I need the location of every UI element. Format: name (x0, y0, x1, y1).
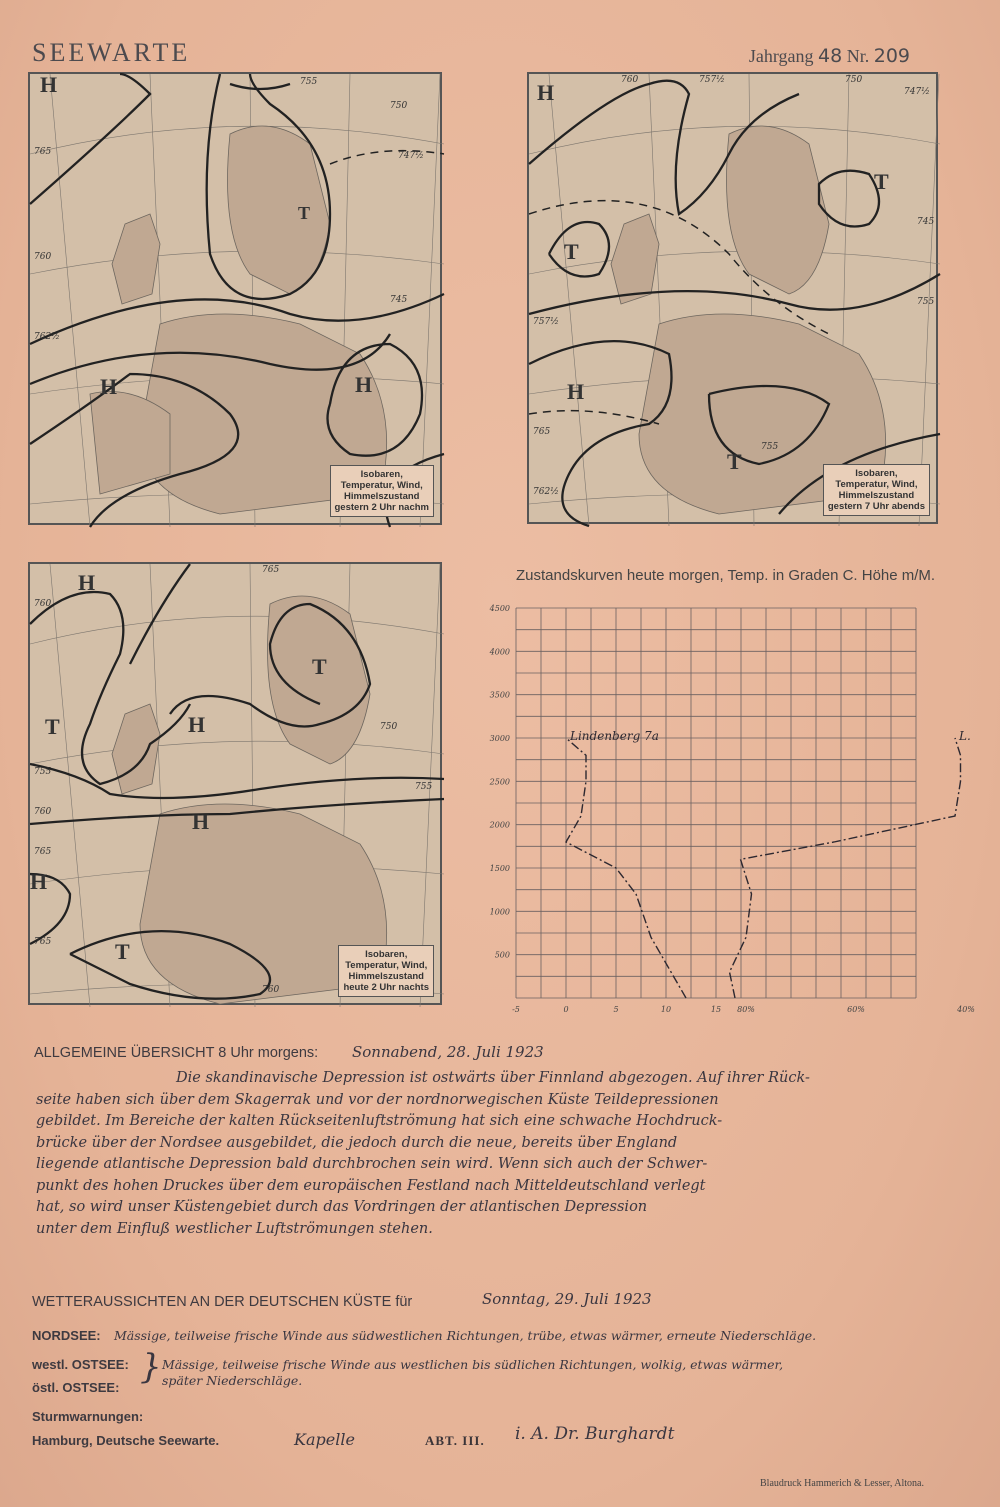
page-title: SEEWARTE (32, 38, 191, 67)
ostsee-text-2: später Niederschläge. (162, 1373, 303, 1388)
svg-text:755: 755 (300, 77, 318, 87)
map-1-drawing (30, 74, 444, 527)
nordsee-text: Mässige, teilweise frische Winde aus südwestlichen Richtungen, trübe, etwas wärmer, erneute Niederschläge. (114, 1328, 817, 1343)
weather-map-2 (527, 72, 938, 524)
map-3-caption: Isobaren, Temperatur, Wind, Himmelszustand heute 2 Uhr nachts (338, 945, 434, 997)
svg-text:T: T (564, 239, 579, 264)
ostsee-text-1: Mässige, teilweise frische Winde aus westlichen bis südlichen Richtungen, wolkig, etwas wärmer, (162, 1357, 784, 1372)
footer-institution: Hamburg, Deutsche Seewarte. (32, 1433, 220, 1448)
svg-text:755: 755 (415, 782, 433, 792)
svg-text:H: H (30, 869, 48, 894)
svg-text:T: T (312, 654, 327, 679)
map-3-drawing (30, 564, 444, 1007)
state-curves-chart (480, 590, 975, 1020)
y-tick-label: 4500 (489, 604, 510, 613)
x-tick-label: -5 (512, 1005, 520, 1014)
svg-text:765: 765 (34, 847, 52, 857)
map-1-caption: Isobaren, Temperatur, Wind, Himmelszustand gestern 2 Uhr nachm (330, 465, 435, 517)
weather-map-1 (28, 72, 442, 525)
svg-text:760: 760 (262, 985, 280, 995)
ostsee-brace: } (140, 1347, 162, 1387)
weather-map-3 (28, 562, 442, 1005)
svg-text:747½: 747½ (904, 87, 930, 97)
signature-2: i. A. Dr. Burghardt (515, 1424, 675, 1444)
svg-text:745: 745 (390, 295, 408, 305)
series-label-1: Lindenberg 7a (570, 729, 659, 743)
svg-text:H: H (355, 372, 373, 397)
y-tick-label: 4000 (489, 647, 510, 657)
overview-date: Sonnabend, 28. Juli 1923 (352, 1043, 544, 1061)
svg-text:757½: 757½ (533, 317, 559, 327)
y-tick-label: 1500 (489, 864, 510, 873)
svg-text:755: 755 (761, 442, 779, 452)
series-label-2: L. (959, 729, 971, 743)
map-2-caption: Isobaren, Temperatur, Wind, Himmelszustand gestern 7 Uhr abends (823, 464, 930, 516)
x-tick-label: 5 (613, 1005, 619, 1014)
svg-text:H: H (40, 72, 58, 97)
svg-text:H: H (192, 809, 210, 834)
svg-text:750: 750 (380, 722, 398, 732)
svg-text:760: 760 (621, 75, 639, 85)
issue-number (749, 45, 910, 67)
nr-label: Nr. (846, 46, 870, 66)
overview-line: gebildet. Im Bereiche der kalten Rückseitenluftströmung hat sich eine schwache Hochdruck- (36, 1113, 723, 1129)
department-label: ABT. III. (425, 1433, 485, 1448)
svg-text:755: 755 (917, 297, 935, 307)
oestl-ostsee-label: östl. OSTSEE: (32, 1380, 120, 1395)
svg-text:762½: 762½ (533, 487, 559, 497)
sturmwarnungen-label: Sturmwarnungen: (32, 1409, 144, 1424)
svg-text:T: T (874, 169, 889, 194)
x-tick-label: 80% (737, 1005, 755, 1014)
svg-text:765: 765 (34, 147, 52, 157)
overview-line: brücke über der Nordsee ausgebildet, die jedoch durch die neue, bereits über England (36, 1134, 678, 1151)
overview-line: unter dem Einfluß westlicher Luftströmungen stehen. (36, 1220, 433, 1237)
overview-line: Die skandinavische Depression ist ostwärts über Finnland abgezogen. Auf ihrer Rück- (176, 1070, 810, 1086)
svg-text:T: T (115, 939, 130, 964)
y-tick-label: 3500 (489, 690, 510, 700)
overview-line: hat, so wird unser Küstengebiet durch das Vordringen der atlantischen Depression (36, 1199, 648, 1215)
y-tick-label: 500 (494, 950, 510, 960)
x-tick-label: 15 (710, 1005, 722, 1014)
svg-text:760: 760 (34, 807, 52, 817)
westl-ostsee-label: westl. OSTSEE: (32, 1357, 129, 1372)
overview-title: ALLGEMEINE ÜBERSICHT 8 Uhr morgens: (34, 1045, 319, 1061)
forecast-title: WETTERAUSSICHTEN AN DER DEUTSCHEN KÜSTE für (32, 1294, 413, 1310)
map-2-drawing (529, 74, 940, 526)
jahrgang-value: 48 (818, 45, 843, 67)
svg-text:H: H (188, 712, 206, 737)
svg-text:T: T (45, 714, 60, 739)
forecast-date: Sonntag, 29. Juli 1923 (482, 1290, 652, 1308)
svg-text:765: 765 (262, 565, 280, 575)
overview-line: seite haben sich über dem Skagerrak und vor der nordnorwegischen Küste Teildepressionen (36, 1091, 719, 1108)
svg-text:H: H (100, 374, 118, 399)
svg-text:H: H (78, 570, 96, 595)
svg-text:H: H (567, 379, 585, 404)
svg-text:745: 745 (917, 217, 935, 227)
svg-text:750: 750 (845, 75, 863, 85)
overview-text (36, 1068, 936, 1240)
jahrgang-label: Jahrgang (748, 46, 814, 66)
signature-1: Kapelle (294, 1430, 355, 1449)
x-tick-label: 40% (957, 1005, 975, 1014)
y-tick-label: 2000 (489, 820, 510, 830)
svg-text:750: 750 (390, 101, 408, 111)
svg-text:765: 765 (34, 937, 52, 947)
svg-text:H: H (537, 80, 555, 105)
x-tick-label: 10 (660, 1005, 672, 1014)
overview-line: punkt des hohen Druckes über dem europäischen Festland nach Mitteldeutschland verlegt (36, 1177, 706, 1194)
y-tick-label: 3000 (489, 734, 510, 743)
svg-text:757½: 757½ (699, 75, 725, 85)
svg-text:765: 765 (533, 427, 551, 437)
chart-title: Zustandskurven heute morgen, Temp. in Graden C. Höhe m/M. (516, 567, 936, 584)
overview-line: liegende atlantische Depression bald durchbrochen sein wird. Wenn sich auch der Schwer- (36, 1156, 708, 1172)
printer-note: Blaudruck Hammerich & Lesser, Altona. (760, 1478, 924, 1489)
y-tick-label: 2500 (489, 777, 510, 787)
svg-text:760: 760 (34, 599, 52, 609)
svg-text:747½: 747½ (398, 151, 424, 161)
nordsee-label: NORDSEE: (32, 1328, 101, 1343)
svg-text:762½: 762½ (34, 332, 60, 342)
x-tick-label: 60% (847, 1005, 865, 1014)
svg-text:T: T (727, 449, 742, 474)
svg-text:755: 755 (34, 767, 52, 777)
x-tick-label: 0 (563, 1005, 569, 1014)
svg-text:760: 760 (34, 252, 52, 262)
y-tick-label: 1000 (489, 907, 510, 917)
svg-text:T: T (298, 203, 311, 223)
nr-value: 209 (873, 45, 910, 67)
